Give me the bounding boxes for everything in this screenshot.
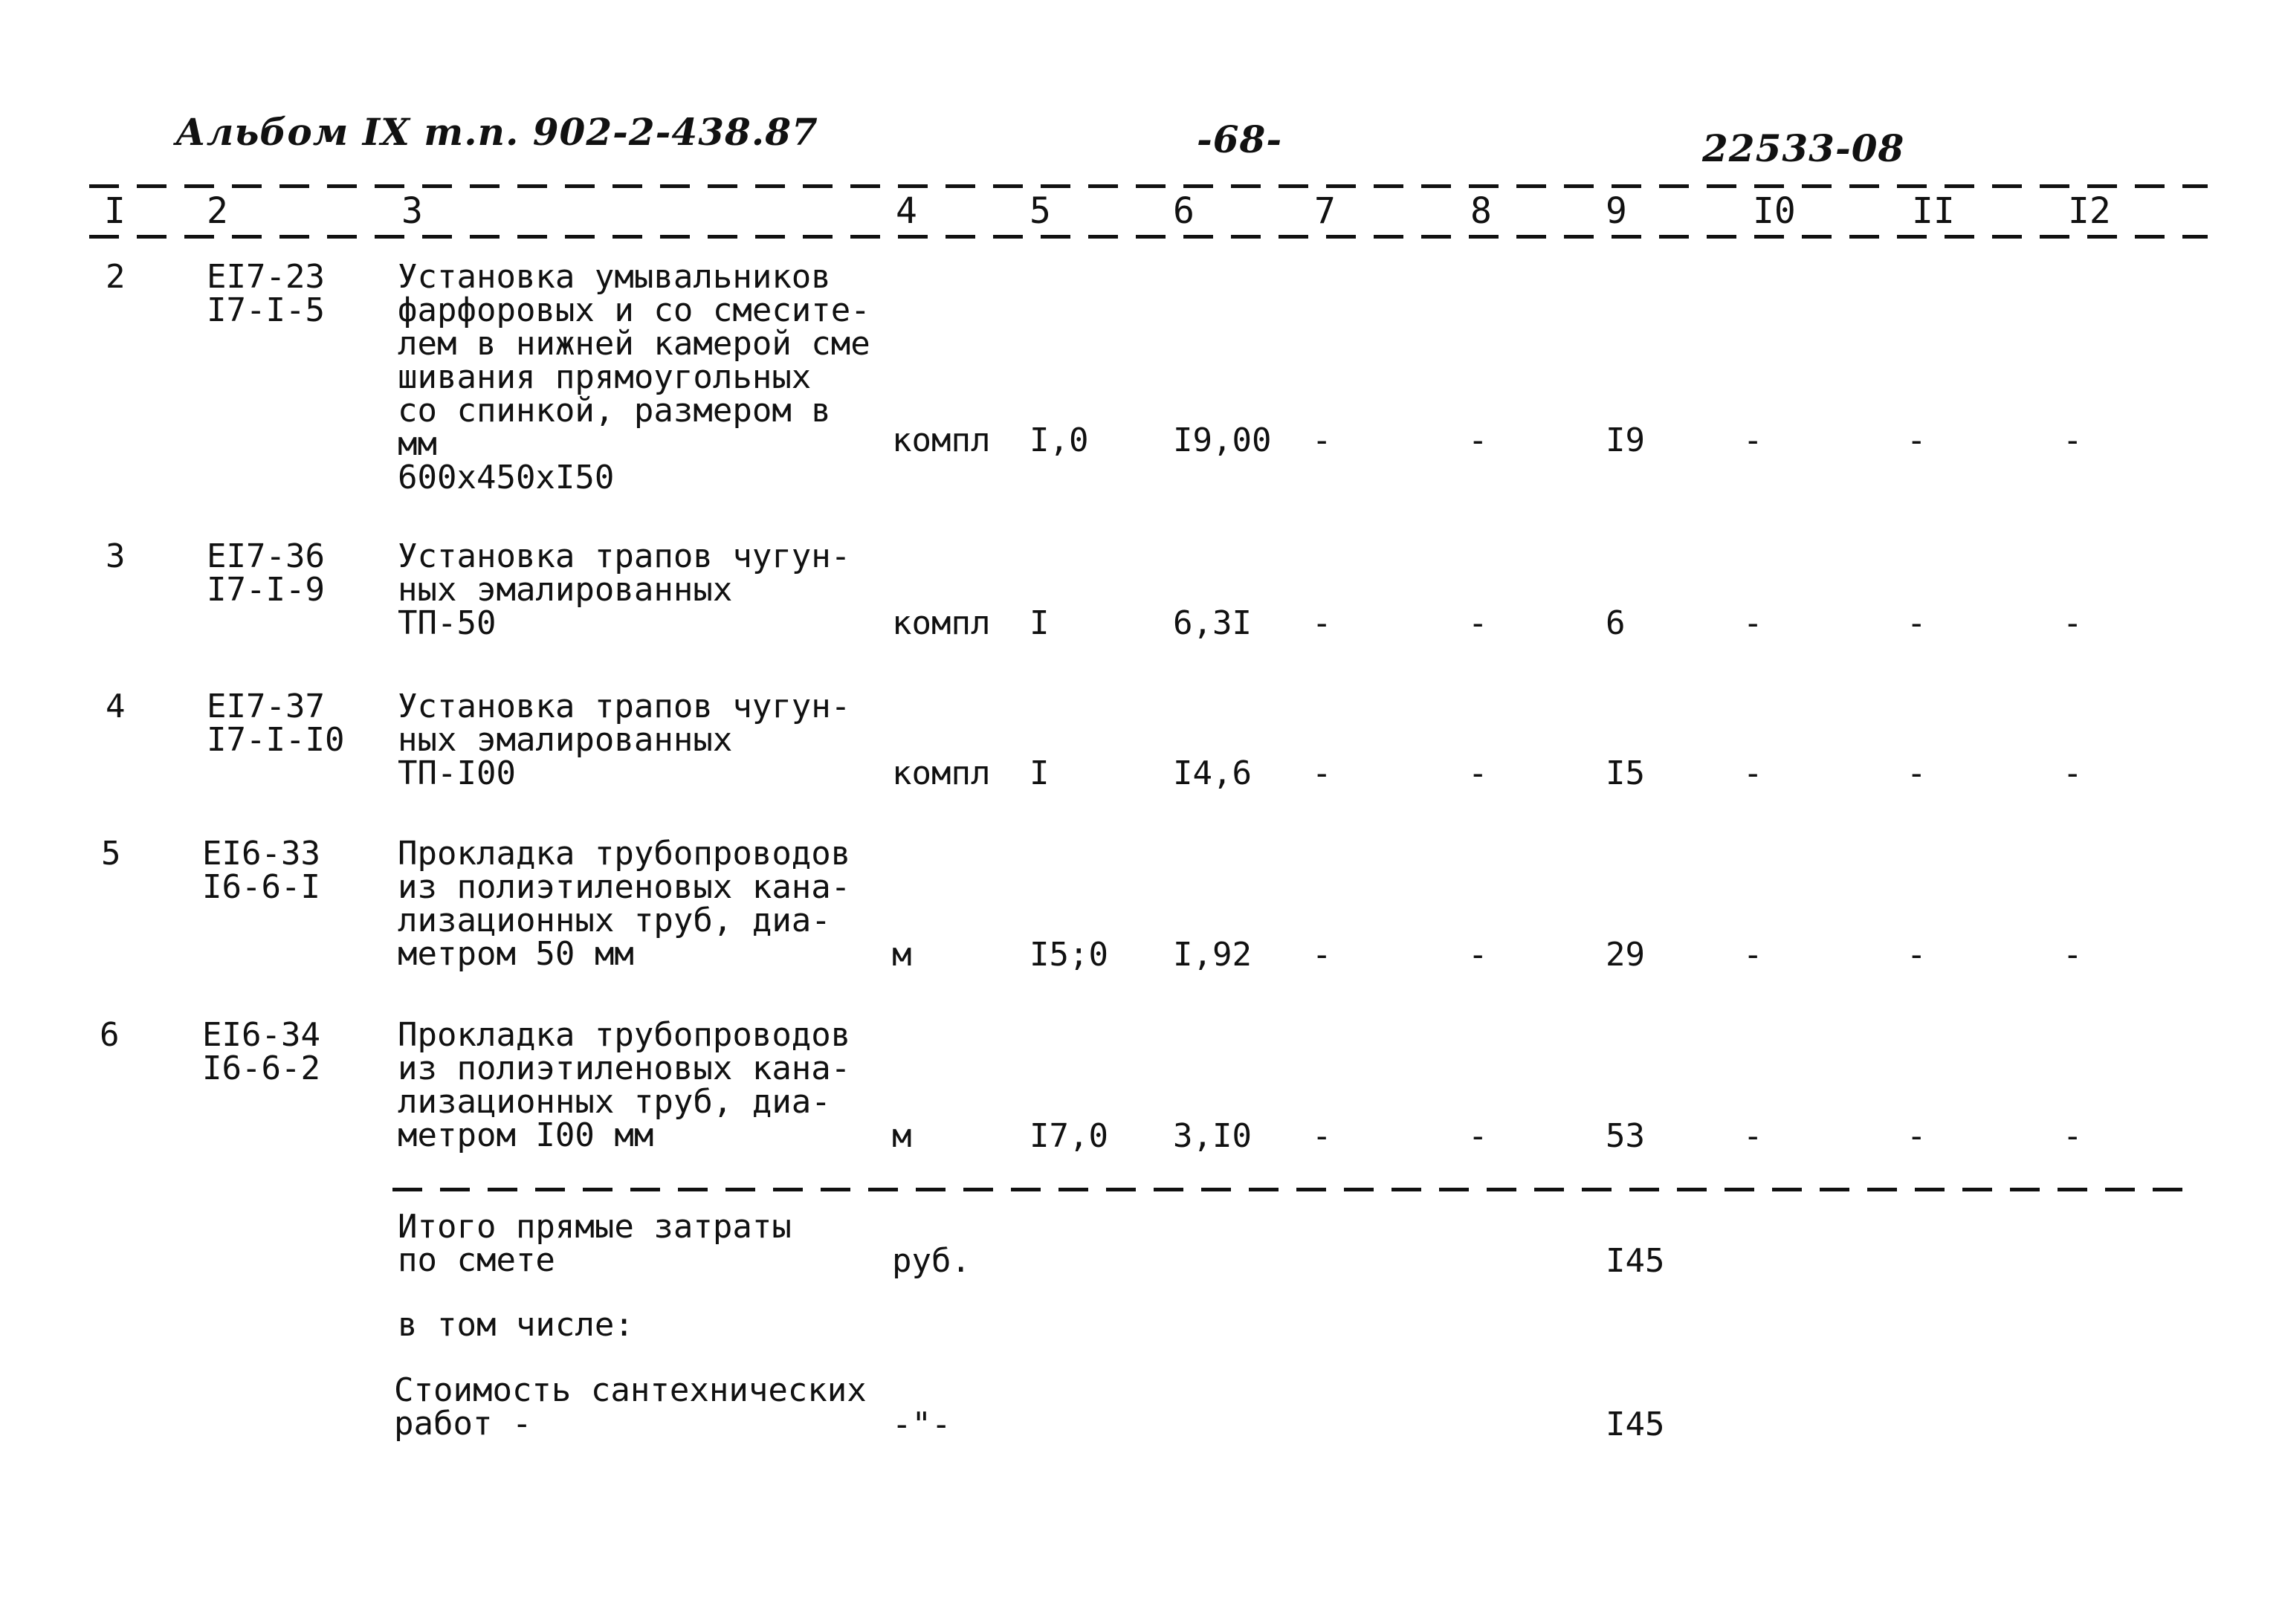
row-unit: компл: [892, 754, 991, 792]
page-number: -68-: [1197, 117, 1283, 161]
row-total: I5: [1606, 754, 1645, 792]
row-col12: -: [2063, 1117, 2083, 1155]
document-code: 22533-08: [1702, 126, 1905, 170]
row-col8: -: [1468, 936, 1488, 974]
column-number-4: 4: [896, 190, 917, 232]
column-number-3: 3: [401, 190, 423, 232]
row-col7: -: [1312, 1117, 1332, 1155]
column-number-7: 7: [1314, 190, 1336, 232]
row-col11: -: [1907, 1117, 1927, 1155]
row-col12: -: [2063, 754, 2083, 792]
column-number-9: 9: [1606, 190, 1627, 232]
header-rule-top: [89, 184, 2208, 188]
row-quantity: I,0: [1030, 421, 1089, 459]
row-unit-price: I9,00: [1173, 421, 1272, 459]
row-col8: -: [1468, 1117, 1488, 1155]
album-reference: Альбом IX т.п. 902-2-438.87: [175, 110, 818, 154]
column-number-1: I: [104, 190, 126, 232]
row-number: 5: [101, 835, 121, 873]
row-description: Прокладка трубопроводов из полиэтиленовых кана- лизационных труб, диа- метром I00 мм: [398, 1016, 851, 1154]
row-col8: -: [1468, 421, 1488, 459]
row-total: 29: [1606, 936, 1645, 974]
row-col10: -: [1743, 1117, 1763, 1155]
row-unit: компл: [892, 604, 991, 642]
row-col8: -: [1468, 754, 1488, 792]
row-quantity: I7,0: [1030, 1117, 1108, 1155]
row-unit-price: 6,3I: [1173, 604, 1252, 642]
row-total: 53: [1606, 1117, 1645, 1155]
plumbing-cost-label: Стоимость сантехнических работ -: [394, 1371, 867, 1443]
row-description: Установка трапов чугун- ных эмалированных ТП-I00: [398, 688, 851, 792]
column-number-6: 6: [1173, 190, 1195, 232]
row-unit-price: I4,6: [1173, 754, 1252, 792]
row-quantity: I5;0: [1030, 936, 1108, 974]
row-unit-price: I,92: [1173, 936, 1252, 974]
row-number: 3: [106, 537, 126, 575]
column-number-10: I0: [1753, 190, 1796, 232]
row-number: 2: [106, 258, 126, 296]
row-col10: -: [1743, 754, 1763, 792]
row-col11: -: [1907, 421, 1927, 459]
column-number-11: II: [1912, 190, 1955, 232]
row-col7: -: [1312, 421, 1332, 459]
row-description: Установка умывальников фарфоровых и со смесите- лем в нижней камерой сме шивания прямоугольных со спинкой, размером в мм 600x450xI50: [398, 258, 870, 496]
row-col12: -: [2063, 604, 2083, 642]
row-number: 6: [100, 1016, 120, 1054]
row-col7: -: [1312, 936, 1332, 974]
row-col7: -: [1312, 754, 1332, 792]
row-unit-price: 3,I0: [1173, 1117, 1252, 1155]
row-col12: -: [2063, 421, 2083, 459]
row-col11: -: [1907, 754, 1927, 792]
row-code: EI7-36 I7-I-9: [207, 537, 325, 609]
row-col8: -: [1468, 604, 1488, 642]
row-description: Установка трапов чугун- ных эмалированных ТП-50: [398, 537, 851, 642]
row-total: 6: [1606, 604, 1626, 642]
plumbing-cost-unit: -"-: [892, 1405, 951, 1443]
header-rule-bottom: [89, 235, 2208, 239]
row-quantity: I: [1030, 604, 1050, 642]
direct-costs-unit: руб.: [892, 1242, 971, 1280]
row-code: EI7-23 I7-I-5: [207, 258, 325, 329]
column-number-8: 8: [1470, 190, 1492, 232]
row-unit: м: [892, 936, 912, 974]
row-number: 4: [106, 688, 126, 725]
column-number-2: 2: [207, 190, 228, 232]
row-col12: -: [2063, 936, 2083, 974]
row-col11: -: [1907, 604, 1927, 642]
row-code: EI7-37 I7-I-I0: [207, 688, 345, 759]
direct-costs-value: I45: [1606, 1242, 1665, 1280]
row-quantity: I: [1030, 754, 1050, 792]
row-col10: -: [1743, 604, 1763, 642]
row-total: I9: [1606, 421, 1645, 459]
column-number-12: I2: [2068, 190, 2111, 232]
row-col10: -: [1743, 936, 1763, 974]
summary-separator: [392, 1188, 2191, 1191]
including-label: в том числе:: [398, 1306, 634, 1344]
row-unit: м: [892, 1117, 912, 1155]
row-code: EI6-33 I6-6-I: [202, 835, 320, 906]
row-col11: -: [1907, 936, 1927, 974]
column-number-5: 5: [1030, 190, 1051, 232]
direct-costs-label: Итого прямые затраты по смете: [398, 1208, 792, 1279]
row-col10: -: [1743, 421, 1763, 459]
row-code: EI6-34 I6-6-2: [202, 1016, 320, 1087]
plumbing-cost-value: I45: [1606, 1405, 1665, 1443]
row-col7: -: [1312, 604, 1332, 642]
row-description: Прокладка трубопроводов из полиэтиленовых кана- лизационных труб, диа- метром 50 мм: [398, 835, 851, 973]
row-unit: компл: [892, 421, 991, 459]
